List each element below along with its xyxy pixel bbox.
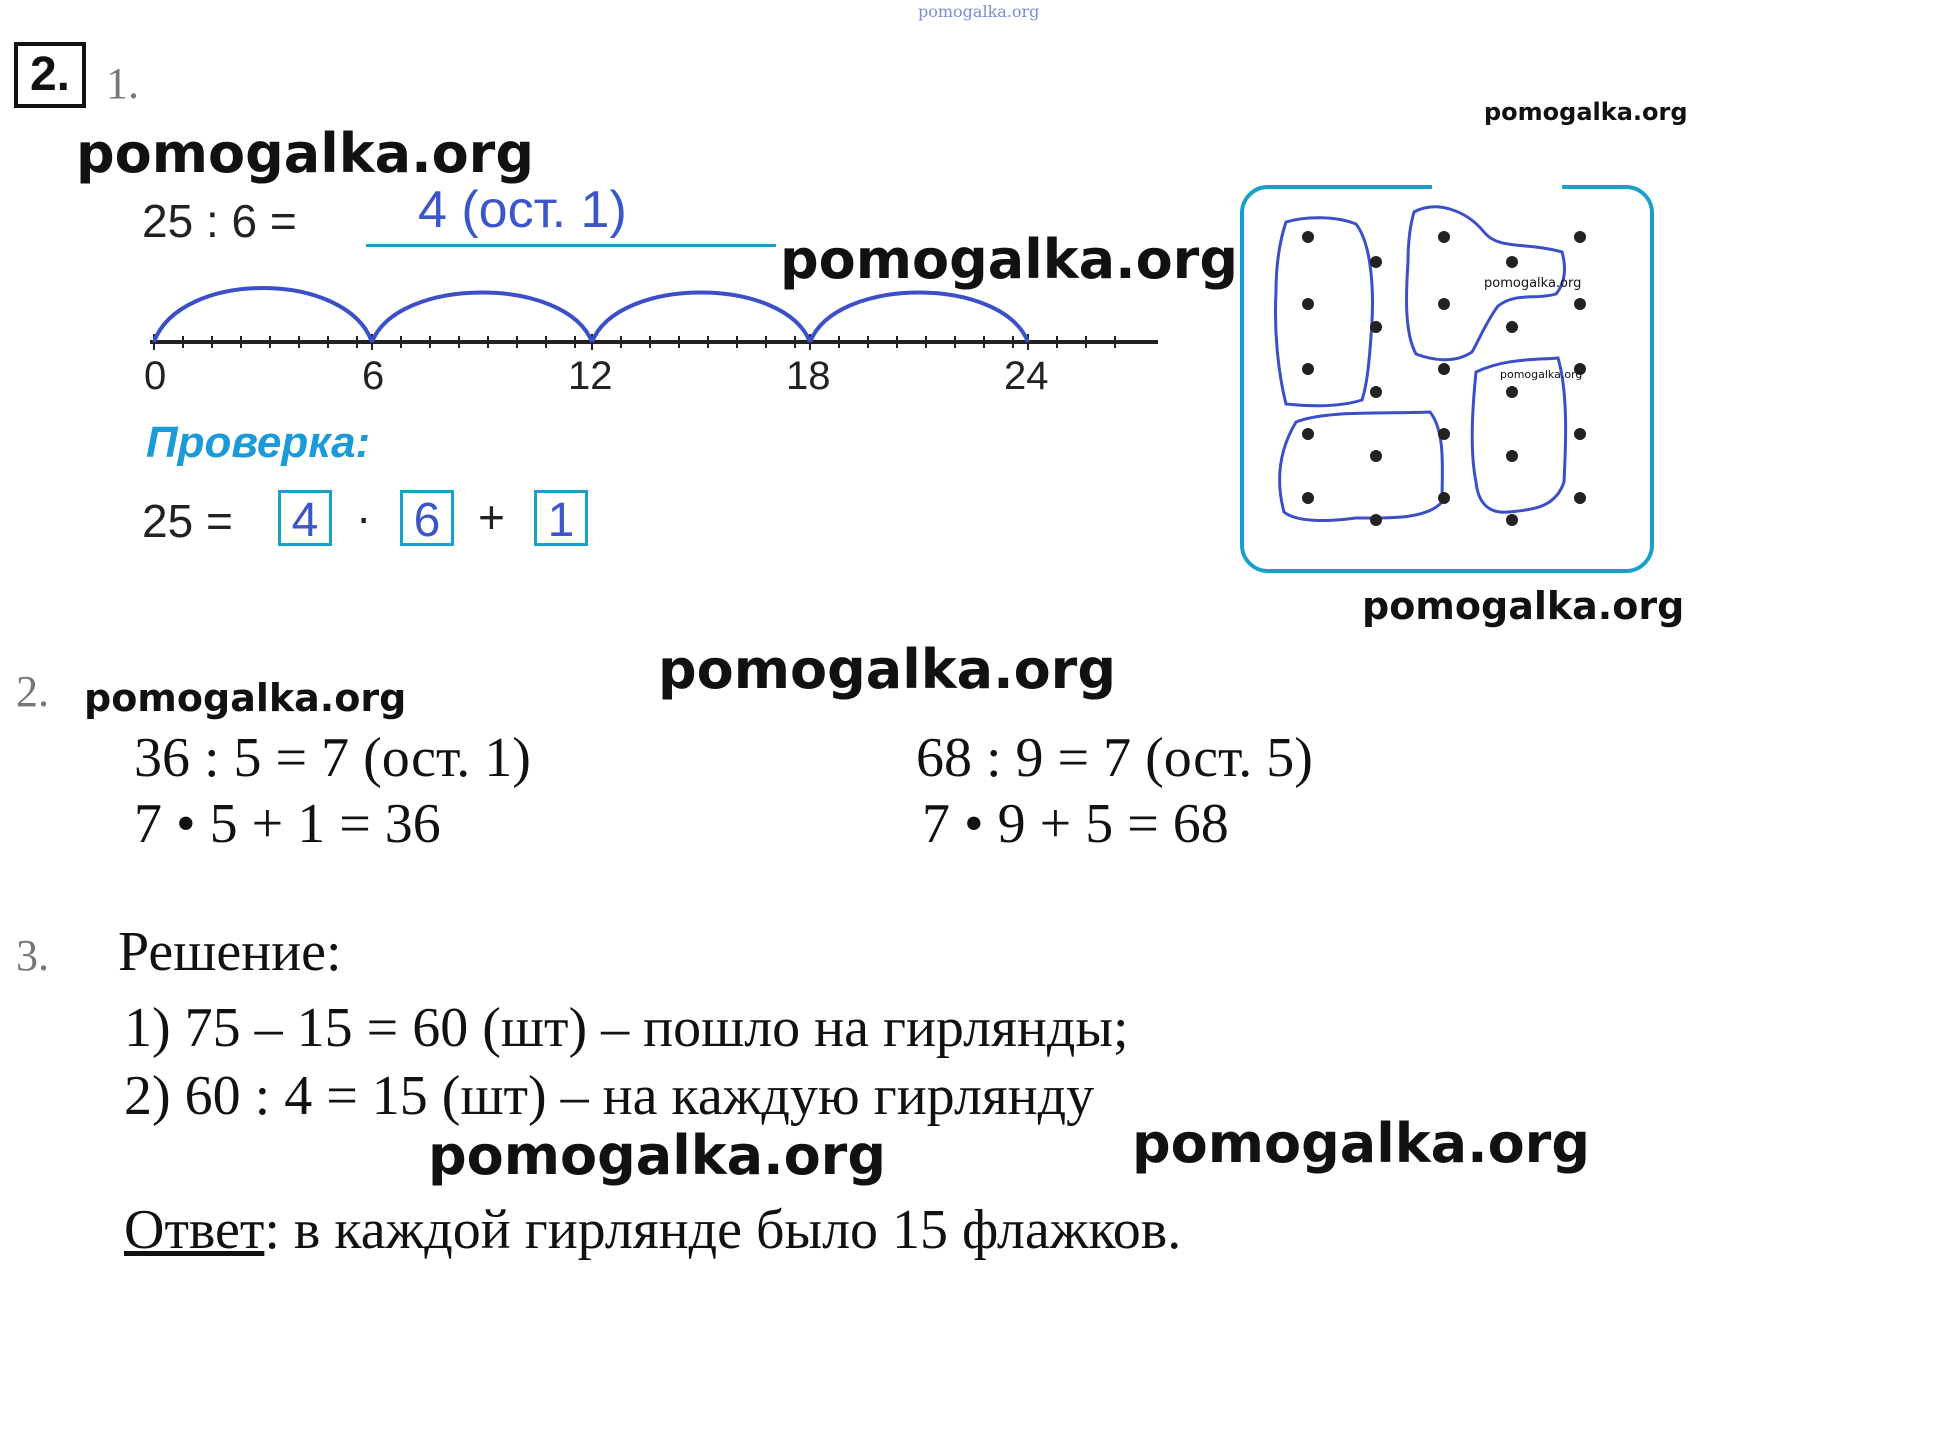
mini-watermark-2: pomogalka.org [1500, 368, 1583, 381]
dot [1506, 256, 1518, 268]
subtask-number-1: 1. [106, 59, 139, 108]
subtask-number-3: 3. [16, 931, 49, 980]
tick-label-12: 12 [568, 354, 613, 398]
division-equation: 25 : 6 = [142, 195, 297, 247]
answer-line [124, 1199, 1182, 1261]
dot [1370, 256, 1382, 268]
jump-arc-4 [810, 293, 1028, 343]
check-left: 25 = [142, 495, 233, 547]
watermark-8: pomogalka.org [1132, 1112, 1590, 1175]
dot [1574, 231, 1586, 243]
dot [1506, 514, 1518, 526]
check-box-divisor: 6 [400, 490, 454, 546]
part2-col1-line1: 36 : 5 = 7 (ост. 1) [134, 727, 531, 789]
tick-label-24: 24 [1004, 354, 1049, 398]
region-3 [1280, 412, 1443, 520]
division-answer: 4 (ост. 1) [418, 181, 627, 239]
dot [1574, 298, 1586, 310]
part2-col2-line2: 7 • 9 + 5 = 68 [922, 793, 1229, 855]
dot [1302, 298, 1314, 310]
watermark-1: pomogalka.org [76, 122, 534, 185]
watermark-6: pomogalka.org [84, 676, 407, 720]
task-number-box: 2. [14, 42, 86, 108]
dot [1370, 386, 1382, 398]
dot [1370, 321, 1382, 333]
dot [1506, 450, 1518, 462]
dot [1438, 492, 1450, 504]
solution-step-2: 2) 60 : 4 = 15 (шт) – на каждую гирлянду [124, 1065, 1095, 1127]
dot [1438, 428, 1450, 440]
dot [1574, 428, 1586, 440]
watermark-2: pomogalka.org [780, 228, 1238, 291]
part2-col1-line2: 7 • 5 + 1 = 36 [134, 793, 441, 855]
check-box-quotient: 4 [278, 490, 332, 546]
answer-underline [366, 244, 776, 247]
part2-col2-line1: 68 : 9 = 7 (ост. 5) [916, 727, 1313, 789]
watermark-4: pomogalka.org [1362, 584, 1685, 628]
dot [1370, 514, 1382, 526]
mini-watermark-1: pomogalka.org [1484, 276, 1582, 291]
dot [1302, 363, 1314, 375]
region-4 [1472, 358, 1565, 512]
check-plus-operator: + [478, 491, 505, 543]
dots-grouping-figure [1236, 182, 1660, 578]
dot [1574, 492, 1586, 504]
check-title: Проверка: [146, 418, 371, 467]
jump-arc-2 [372, 293, 592, 343]
check-box-remainder: 1 [534, 490, 588, 546]
solution-step-1: 1) 75 – 15 = 60 (шт) – пошло на гирлянды; [124, 997, 1129, 1059]
check-dot-operator: · [356, 491, 372, 543]
tick-label-0: 0 [144, 354, 167, 398]
jump-arc-1 [154, 288, 372, 342]
dot [1506, 321, 1518, 333]
dot [1506, 386, 1518, 398]
top-watermark: pomogalka.org [918, 2, 1040, 21]
answer-text: : в каждой гирлянде было 15 флажков. [264, 1199, 1182, 1261]
jump-arc-3 [592, 293, 810, 343]
watermark-5: pomogalka.org [658, 638, 1116, 701]
dot [1302, 231, 1314, 243]
region-1 [1275, 218, 1372, 406]
dot [1370, 450, 1382, 462]
dot [1302, 492, 1314, 504]
dot [1438, 363, 1450, 375]
watermark-3: pomogalka.org [1484, 98, 1688, 126]
tick-label-18: 18 [786, 354, 831, 398]
solution-label: Решение: [118, 921, 342, 983]
tick-label-6: 6 [362, 354, 385, 398]
dot [1302, 428, 1314, 440]
subtask-number-2: 2. [16, 667, 49, 716]
dot [1438, 231, 1450, 243]
answer-label: Ответ [124, 1199, 265, 1261]
watermark-7: pomogalka.org [428, 1124, 886, 1187]
dot [1438, 298, 1450, 310]
